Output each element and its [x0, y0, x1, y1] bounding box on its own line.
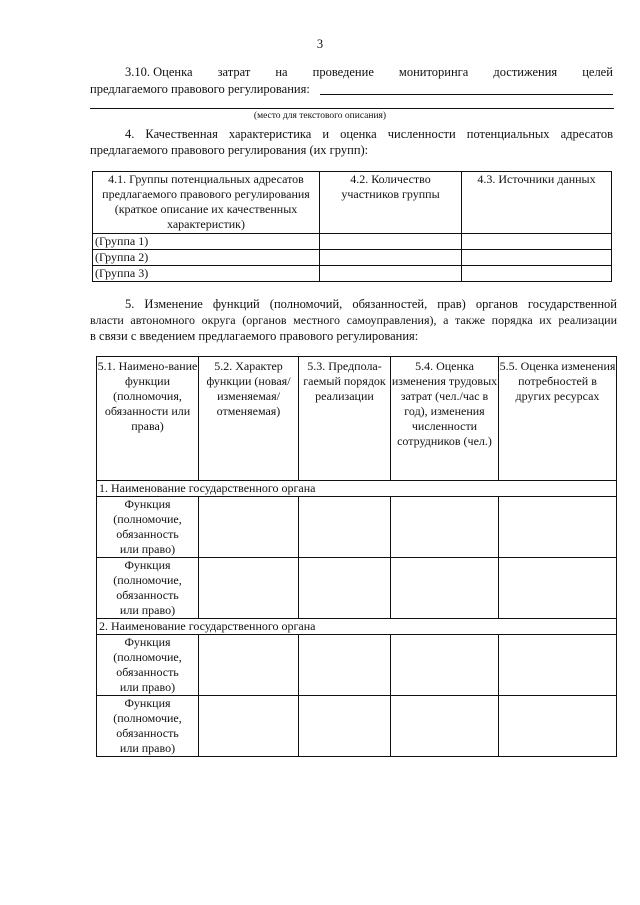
table5-cell[interactable] [499, 696, 617, 757]
table5-function-label [97, 558, 199, 619]
func-line: (полномочие, [113, 711, 182, 725]
func-line: (полномочие, [113, 512, 182, 526]
section-5-line2: власти автономного округа (органов местного самоуправления), а также порядка их реализации [90, 313, 617, 327]
table5-header-5-1: 5.1. Наимено-вание функции (полномочия, обязанности или права) [97, 357, 199, 481]
table4-cell[interactable] [320, 250, 462, 266]
table-4 [92, 171, 612, 282]
table5-cell[interactable] [499, 497, 617, 558]
section-5-line3: в связи с введением предлагаемого правового регулирования: [90, 329, 419, 343]
word: целей [582, 65, 613, 79]
table4-group-3: (Группа 3) [93, 266, 320, 282]
table-5 [96, 356, 617, 757]
func-line: или право) [119, 680, 176, 694]
table5-header-5-2: 5.2. Характер функции (новая/ изменяемая/ отменяемая) [199, 357, 299, 481]
table5-cell[interactable] [299, 558, 391, 619]
table4-header-4-2: 4.2. Количество участников группы [320, 172, 462, 234]
table4-cell[interactable] [320, 234, 462, 250]
table5-header-5-3: 5.3. Предпола-гаемый порядок реализации [299, 357, 391, 481]
table4-cell[interactable] [462, 266, 612, 282]
table5-cell[interactable] [499, 558, 617, 619]
section-4-line2: предлагаемого правового регулирования (их групп): [90, 143, 369, 157]
func-line: обязанность [116, 726, 179, 740]
func-line: Функция [124, 558, 171, 572]
table4-group-1: (Группа 1) [93, 234, 320, 250]
table4-cell[interactable] [462, 234, 612, 250]
table5-cell[interactable] [199, 558, 299, 619]
table5-cell[interactable] [199, 635, 299, 696]
func-line: или право) [119, 603, 176, 617]
table4-cell[interactable] [462, 250, 612, 266]
func-line: или право) [119, 741, 176, 755]
func-line: Функция [124, 696, 171, 710]
func-line: Функция [124, 635, 171, 649]
func-line: обязанность [116, 527, 179, 541]
table5-cell[interactable] [299, 497, 391, 558]
table5-cell[interactable] [391, 558, 499, 619]
table5-cell[interactable] [499, 635, 617, 696]
table5-cell[interactable] [199, 696, 299, 757]
word: мониторинга [398, 65, 469, 79]
func-line: (полномочие, [113, 650, 182, 664]
table5-function-label [97, 635, 199, 696]
table4-cell[interactable] [320, 266, 462, 282]
word: 3.10. Оценка [125, 65, 193, 79]
func-line: Функция [124, 497, 171, 511]
table4-group-2: (Группа 2) [93, 250, 320, 266]
table5-cell[interactable] [299, 696, 391, 757]
table5-header-5-5: 5.5. Оценка изменения потребностей в других ресурсах [499, 357, 617, 481]
section-3-10-line1 [125, 64, 613, 80]
word: достижения [493, 65, 558, 79]
func-line: обязанность [116, 588, 179, 602]
func-line: обязанность [116, 665, 179, 679]
table5-cell[interactable] [199, 497, 299, 558]
table5-header-5-4: 5.4. Оценка изменения трудовых затрат (чел./час в год), изменения численности сотрудников (чел.) [391, 357, 499, 481]
table5-section-2: 2. Наименование государственного органа [97, 619, 617, 635]
table4-header-4-1: 4.1. Группы потенциальных адресатов предлагаемого правового регулирования (краткое описание их качественных характеристик) [93, 172, 320, 234]
section-4-line1: 4. Качественная характеристика и оценка численности потенциальных адресатов [125, 127, 613, 141]
page-number: 3 [316, 37, 324, 51]
word: затрат [217, 65, 251, 79]
table5-function-label [97, 696, 199, 757]
table5-cell[interactable] [299, 635, 391, 696]
func-line: (полномочие, [113, 573, 182, 587]
caption-text-description: (место для текстового описания) [253, 111, 387, 121]
text-fill-line[interactable] [320, 94, 613, 95]
word: проведение [312, 65, 374, 79]
table5-section-1: 1. Наименование государственного органа [97, 481, 617, 497]
table5-cell[interactable] [391, 635, 499, 696]
func-line: или право) [119, 542, 176, 556]
text-fill-line[interactable] [90, 108, 614, 109]
word: на [275, 65, 288, 79]
table4-header-4-3: 4.3. Источники данных [462, 172, 612, 234]
table5-cell[interactable] [391, 696, 499, 757]
section-3-10-line2: предлагаемого правового регулирования: [90, 82, 310, 96]
table5-cell[interactable] [391, 497, 499, 558]
table5-function-label [97, 497, 199, 558]
section-5-line1: 5. Изменение функций (полномочий, обязанностей, прав) органов государственной [125, 297, 617, 311]
